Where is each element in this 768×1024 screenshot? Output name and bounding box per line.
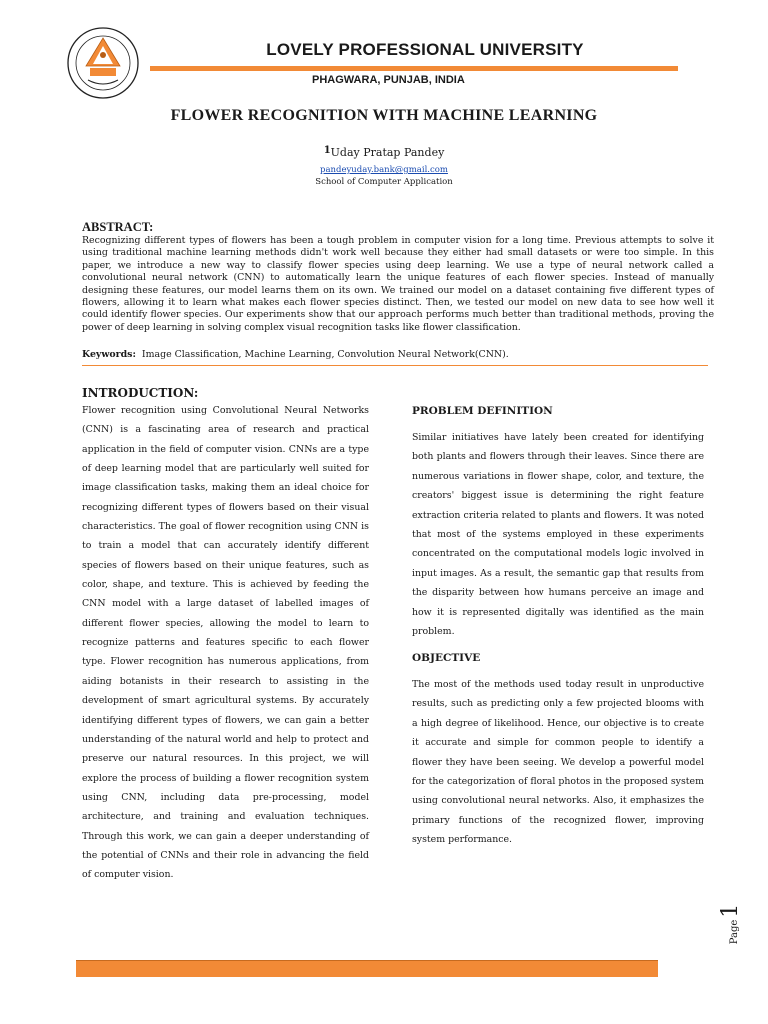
keywords-text: Image Classification, Machine Learning, Convolution Neural Network(CNN).	[141, 349, 509, 360]
page-word: Page	[729, 919, 740, 945]
page-number-label	[718, 904, 766, 944]
keywords-divider	[82, 365, 708, 366]
abstract-heading: ABSTRACT:	[82, 220, 154, 234]
header-accent-bar	[150, 66, 678, 71]
paper-title: FLOWER RECOGNITION WITH MACHINE LEARNING	[170, 107, 598, 124]
introduction-text: Flower recognition using Convolutional Neural Networks (CNN) is a fascinating area of research and practical application in the field of computer vision. CNNs are a type of deep learning model that are particularly well suited for image classification tasks, making them an ideal choice for recognizing different types of flowers based on their visual characteristics. The goal of flower recognition using CNN is to train a model that can accurately identify different species of flowers based on their unique features, such as color, shape, and texture. This is achieved by feeding the CNN model with a large dataset of labelled images of different flower species, allowing the model to learn to recognize patterns and features specific to each flower type. Flower recognition has numerous applications, from aiding botanists in their research to assisting in the development of smart agricultural systems. By accurately identifying different types of flowers, we can gain a better understanding of the natural world and help to protect and preserve our natural resources. In this project, we will explore the process of building a flower recognition system using CNN, including data pre-processing, model architecture, and training and evaluation techniques. Through this work, we can gain a deeper understanding of the potential of CNNs and their role in advancing the field of computer vision.	[82, 405, 369, 881]
university-location: PHAGWARA, PUNJAB, INDIA	[312, 74, 465, 86]
page-number: 1	[718, 903, 743, 918]
introduction-heading: INTRODUCTION:	[82, 386, 199, 400]
author-name: Uday Pratap Pandey	[330, 146, 445, 159]
objective-text: The most of the methods used today result in unproductive results, such as predicting only a few projected blooms with a high degree of likelihood. Hence, our objective is to create it accurate and simple for common people to identify a flower they have been seeing. We develop a powerful model for the categorization of floral photos in the proposed system using convolutional neural networks. Also, it emphasizes the primary functions of the recognized flower, improving system performance.	[412, 679, 704, 846]
university-seal-icon	[66, 26, 140, 100]
author-email	[40, 165, 728, 175]
problem-definition-text: Similar initiatives have lately been created for identifying both plants and flowers through their leaves. Since there are numerous variations in flower shape, color, and texture, the creators' biggest issue is determining the right feature extraction criteria related to plants and flowers. It was noted that most of the systems employed in these experiments concentrated on the computational models logic involved in input images. As a result, the semantic gap that results from the disparity between how humans perceive an image and how it is represented digitally was identified as the main problem.	[412, 432, 704, 638]
university-name: LOVELY PROFESSIONAL UNIVERSITY	[266, 40, 584, 59]
keywords-line	[82, 349, 714, 360]
problem-definition-heading: PROBLEM DEFINITION	[412, 405, 553, 417]
objective-heading: OBJECTIVE	[412, 652, 481, 664]
abstract-text: Recognizing different types of flowers has been a tough problem in computer vision for a long time. Previous attempts to solve it using traditional machine learning methods didn't work well because they either had small datasets or were too simple. In this paper, we introduce a new way to classify flower species using deep learning. We use a type of neural network called a convolutional neural network (CNN) to automatically learn the unique features of each flower species. Instead of manually designing these features, our model learns them on its own. We trained our model on a dataset containing five different types of flowers, allowing it to learn what makes each flower species distinct. Then, we tested our model on new data to see how well it could identify flower species. Our experiments show that our approach performs much better than traditional methods, proving the power of deep learning in solving complex visual recognition tasks like flower classification.	[82, 235, 714, 333]
author-affiliation: School of Computer Application	[315, 177, 453, 187]
author-email-link[interactable]: pandeyuday.bank@gmail.com	[320, 165, 448, 175]
keywords-label: Keywords:	[82, 349, 136, 360]
author-line	[40, 145, 728, 159]
footer-accent-bar	[76, 960, 658, 977]
author-affiliation-marker: 1	[323, 145, 331, 156]
